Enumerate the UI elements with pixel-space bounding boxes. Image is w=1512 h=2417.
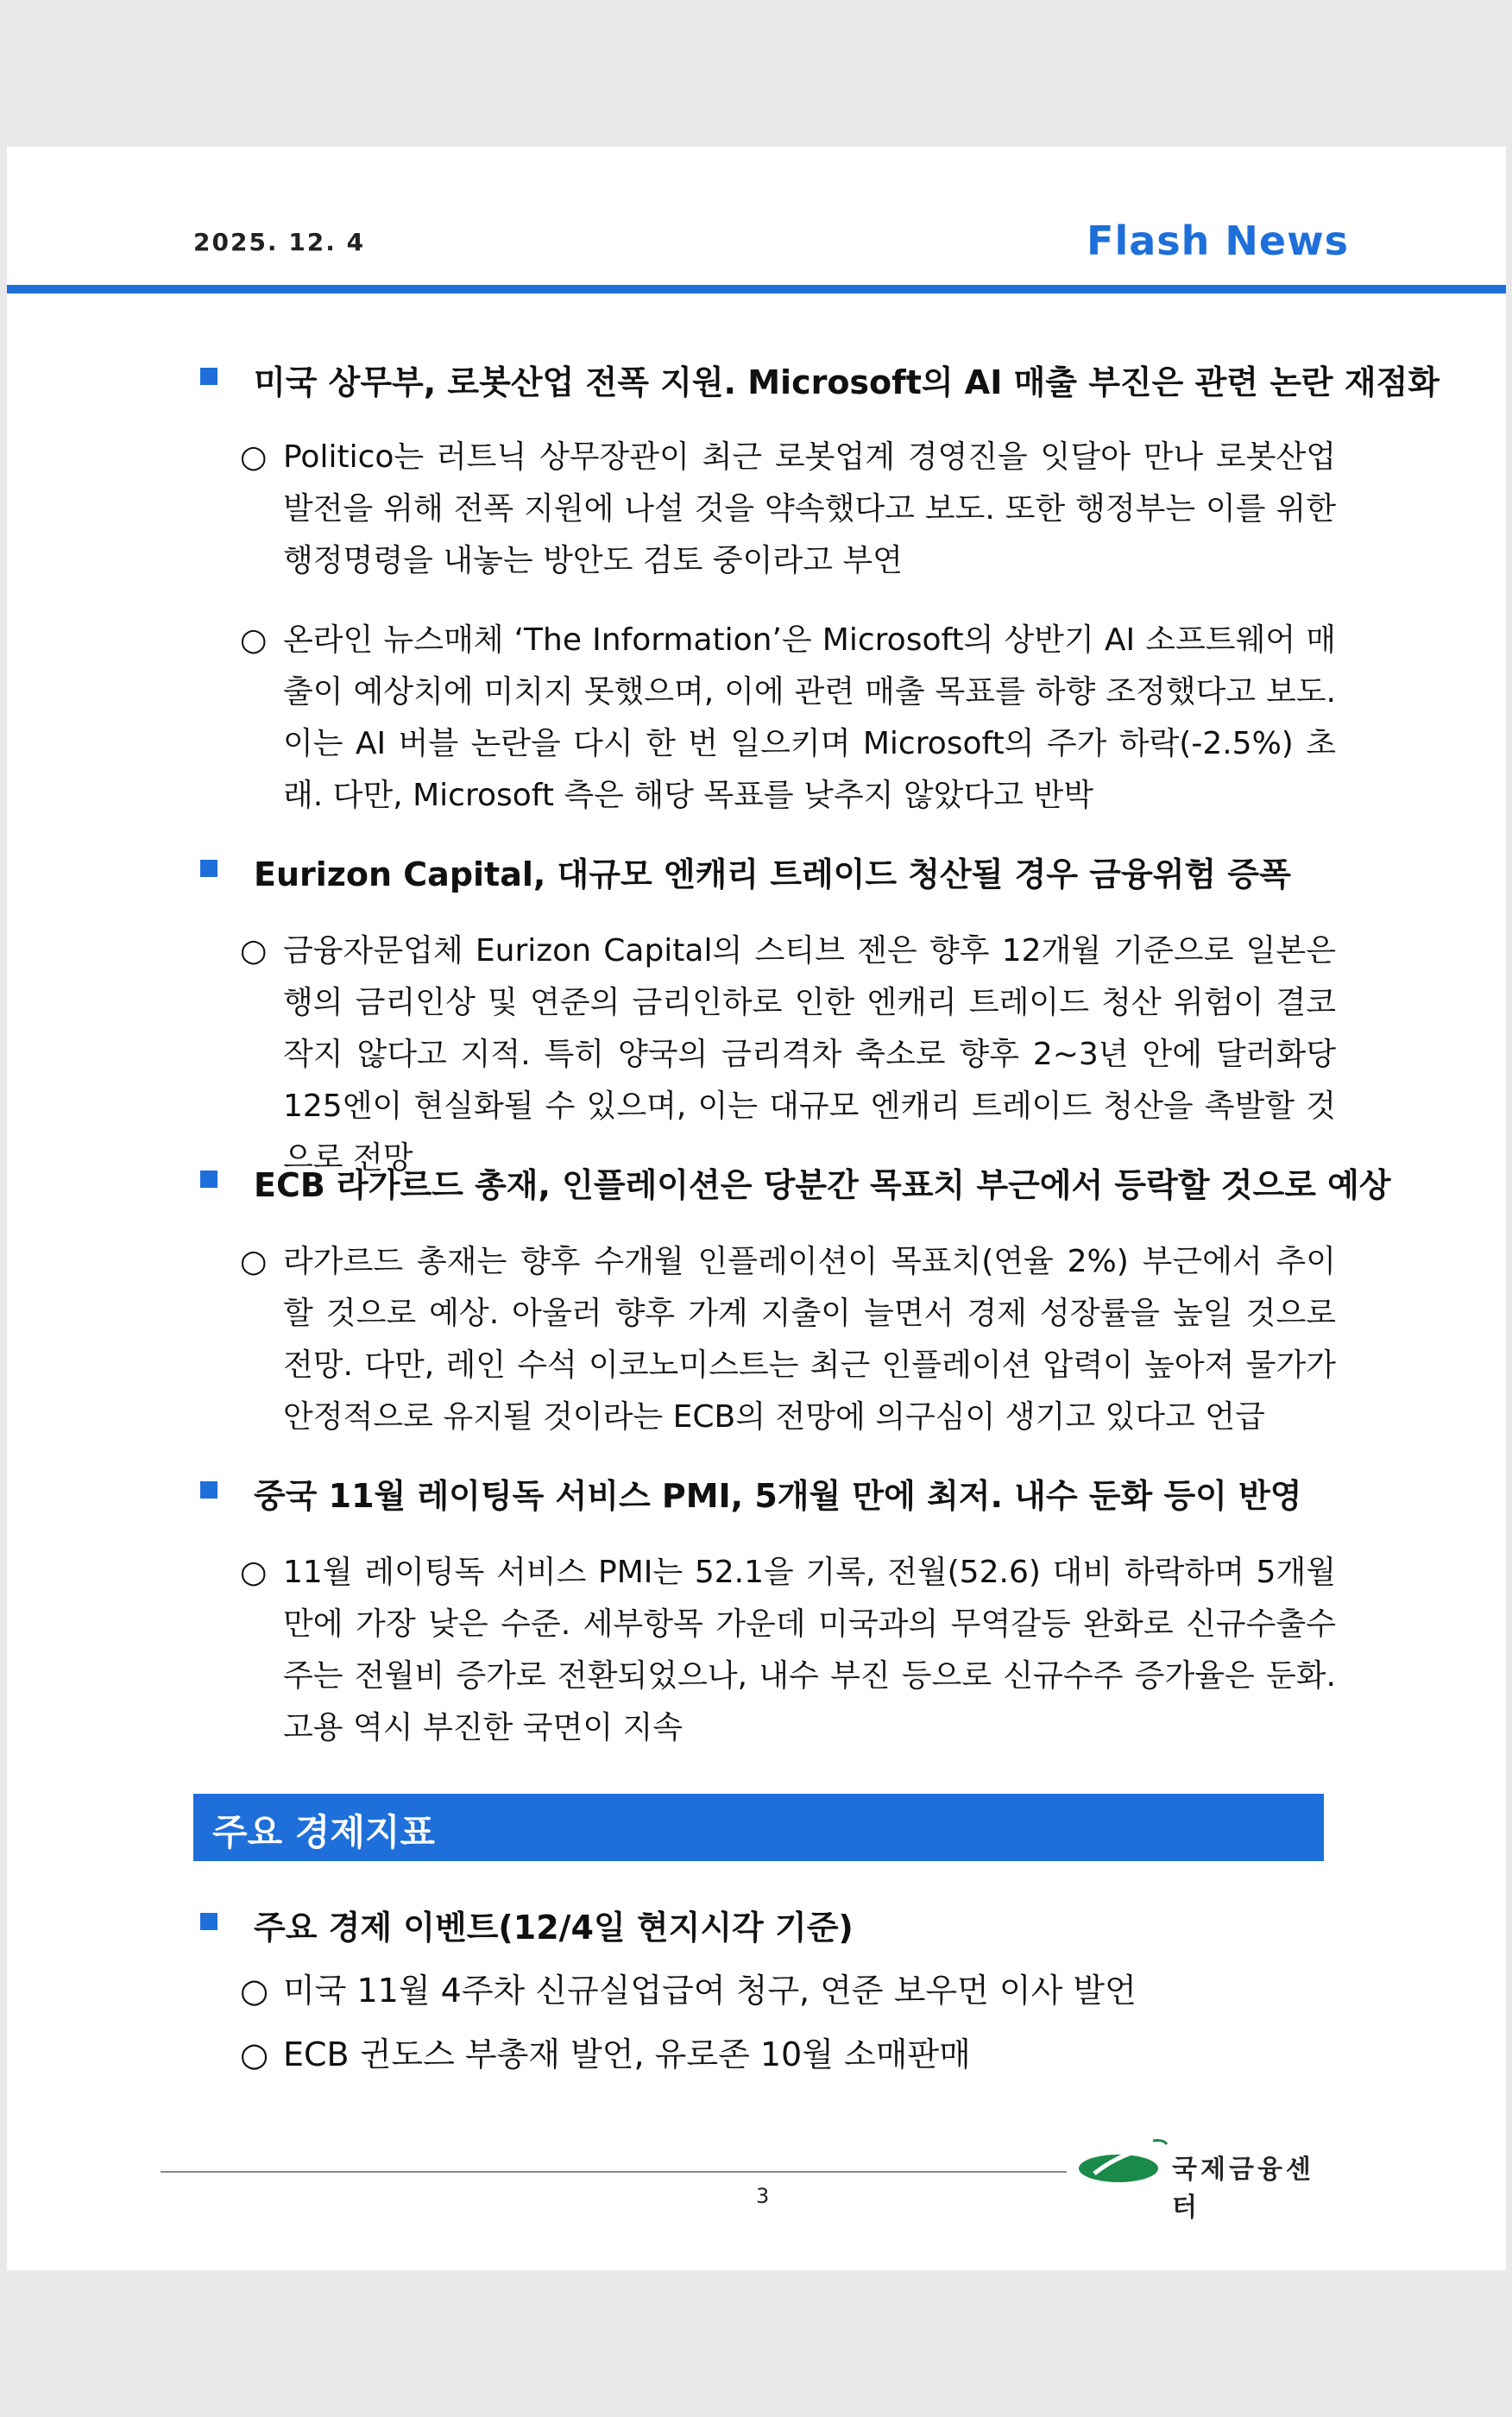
logo-text: 국제금융센터 [1172, 2155, 1314, 2223]
news-item [240, 925, 1336, 1184]
square-bullet-icon [200, 1171, 217, 1188]
footer-rule [161, 2171, 1067, 2173]
circle-bullet-icon: ○ [240, 439, 268, 475]
kcif-logo-icon [1077, 2137, 1172, 2189]
news-item-text: 금융자문업체 Eurizon Capital의 스티브 젠은 향후 12개월 기준으로 일본은행의 금리인상 및 연준의 금리인하로 인한 엔캐리 트레이드 청산 위험이 결코 작지 않다고 지적. 특히 양국의 금리격차 축소로 향후 2~3년 안에 달러화당 125엔이 현실화될 수 있으며, 이는 대규모 엔캐리 트레이드 청산을 촉발할 것으로 전망 [283, 933, 1336, 1176]
square-bullet-icon [200, 1481, 217, 1499]
circle-bullet-icon: ○ [240, 1555, 268, 1590]
section-heading [205, 1469, 1302, 1517]
circle-bullet-icon: ○ [240, 2035, 269, 2073]
circle-bullet-icon: ○ [240, 622, 268, 658]
kcif-logo [1077, 2137, 1336, 2223]
page [7, 147, 1506, 2270]
news-item-text: Politico는 러트닉 상무장관이 최근 로봇업계 경영진을 잇달아 만나 로봇산업 발전을 위해 전폭 지원에 나설 것을 약속했다고 보도. 또한 행정부는 이를 위한 행정명령을 내놓는 방안도 검토 중이라고 부연 [283, 439, 1336, 578]
page-number: 3 [756, 2184, 770, 2208]
section-heading-text: 중국 11월 레이팅독 서비스 PMI, 5개월 만에 최저. 내수 둔화 등이 반영 [254, 1477, 1302, 1515]
header-rule [7, 285, 1506, 293]
circle-bullet-icon: ○ [240, 1972, 269, 2010]
indicators-banner [193, 1794, 1324, 1861]
event-item-text: ECB 귄도스 부총재 발언, 유로존 10월 소매판매 [283, 2035, 971, 2073]
section-heading [205, 1158, 1391, 1206]
news-item [240, 1236, 1336, 1443]
news-item-text: 11월 레이팅독 서비스 PMI는 52.1을 기록, 전월(52.6) 대비 하락하며 5개월 만에 가장 낮은 수준. 세부항목 가운데 미국과의 무역갈등 완화로 신규수출수주는 전월비 증가로 전환되었으나, 내수 부진 등으로 신규수주 증가율은 둔화. 고용 역시 부진한 국면이 지속 [283, 1555, 1336, 1745]
news-item-text: 라가르드 총재는 향후 수개월 인플레이션이 목표치(연율 2%) 부근에서 추이할 것으로 예상. 아울러 향후 가계 지출이 늘면서 경제 성장률을 높일 것으로 전망. 다만, 레인 수석 이코노미스트는 최근 인플레이션 압력이 높아져 물가가 안정적으로 유지될 것이라는 ECB의 전망에 의구심이 생기고 있다고 언급 [283, 1244, 1336, 1435]
section-heading-text: Eurizon Capital, 대규모 엔캐리 트레이드 청산될 경우 금융위험 증폭 [254, 855, 1291, 893]
section-heading-text: 미국 상무부, 로봇산업 전폭 지원. Microsoft의 AI 매출 부진은 관련 논란 재점화 [254, 363, 1440, 401]
news-item [240, 615, 1336, 822]
circle-bullet-icon: ○ [240, 1244, 268, 1279]
square-bullet-icon [200, 368, 217, 385]
report-date: 2025. 12. 4 [193, 228, 366, 256]
indicators-banner-title: 주요 경제지표 [212, 1811, 436, 1853]
report-title: Flash News [1087, 218, 1349, 264]
news-item [240, 432, 1336, 587]
events-heading-text: 주요 경제 이벤트(12/4일 현지시각 기준) [254, 1909, 854, 1947]
news-item [240, 1547, 1336, 1754]
event-item [240, 1965, 1137, 2016]
section-heading [205, 356, 1440, 403]
section-heading-text: ECB 라가르드 총재, 인플레이션은 당분간 목표치 부근에서 등락할 것으로 예상 [254, 1166, 1391, 1204]
events-heading [205, 1901, 854, 1948]
event-item [240, 2029, 971, 2080]
square-bullet-icon [200, 860, 217, 877]
news-item-text: 온라인 뉴스매체 ‘The Information’은 Microsoft의 상반기 AI 소프트웨어 매출이 예상치에 미치지 못했으며, 이에 관련 매출 목표를 하향 조정했다고 보도. 이는 AI 버블 논란을 다시 한 번 일으키며 Microsoft의 주가 하락(-2.5%) 초래. 다만, Microsoft 측은 해당 목표를 낮추지 않았다고 반박 [283, 622, 1336, 813]
square-bullet-icon [200, 1913, 217, 1930]
circle-bullet-icon: ○ [240, 933, 268, 969]
section-heading [205, 848, 1291, 895]
event-item-text: 미국 11월 4주차 신규실업급여 청구, 연준 보우먼 이사 발언 [283, 1972, 1137, 2010]
